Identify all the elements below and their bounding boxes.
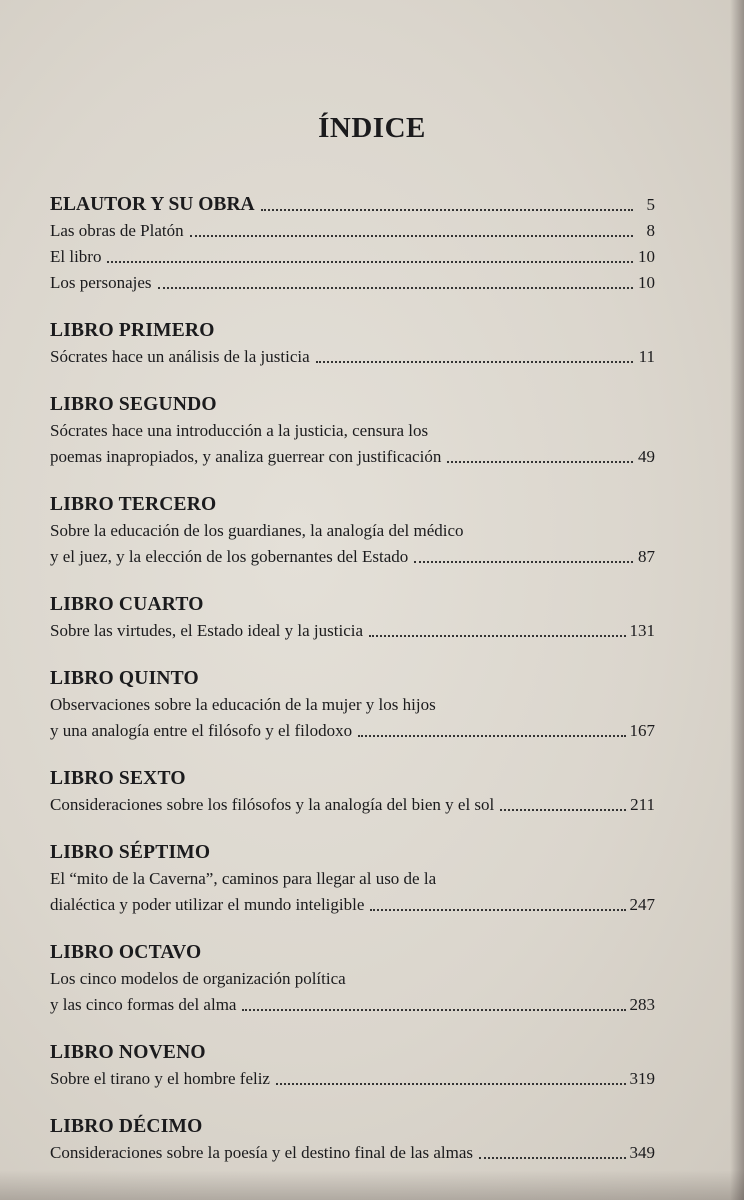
toc-entry-text: Sobre las virtudes, el Estado ideal y la justicia xyxy=(50,621,364,640)
toc-heading: LIBRO DÉCIMO xyxy=(50,1116,203,1137)
toc-heading: LIBRO SEXTO xyxy=(50,768,186,789)
toc-heading: LIBRO TERCERO xyxy=(50,494,217,515)
dot-leader xyxy=(479,1157,626,1159)
dot-leader xyxy=(369,635,625,637)
toc-entry-text: Los cinco modelos de organización política xyxy=(50,969,346,988)
toc-entry-text: y una analogía entre el filósofo y el filodoxo xyxy=(50,721,353,740)
toc-entry-text: Consideraciones sobre los filósofos y la analogía del bien y el sol xyxy=(50,795,495,814)
toc-entry-text: dialéctica y poder utilizar el mundo inteligible xyxy=(50,895,365,914)
toc-entry xyxy=(50,444,655,470)
toc-entry-text: Sócrates hace un análisis de la justicia xyxy=(50,347,310,366)
page-number: 5 xyxy=(646,195,655,214)
toc-section-libro-tercero xyxy=(50,492,655,570)
page-number: 10 xyxy=(638,273,655,292)
page-number: 131 xyxy=(629,621,655,640)
toc-heading: LIBRO PRIMERO xyxy=(50,320,215,341)
page-number: 349 xyxy=(629,1143,655,1162)
toc-entry xyxy=(50,1066,655,1092)
page-number: 167 xyxy=(629,721,655,740)
toc-heading: LIBRO CUARTO xyxy=(50,594,204,615)
page-number: 211 xyxy=(630,795,655,814)
toc-section-libro-segundo xyxy=(50,392,655,470)
dot-leader xyxy=(261,209,633,211)
toc-entry-text: y las cinco formas del alma xyxy=(50,995,237,1014)
toc-entry-text: El libro xyxy=(50,247,102,266)
toc-entry-text: Los personajes xyxy=(50,273,152,292)
toc-entry xyxy=(50,618,655,644)
dot-leader xyxy=(316,361,633,363)
page-edge-shadow xyxy=(730,0,744,1200)
dot-leader xyxy=(500,809,626,811)
toc-heading: ELAUTOR Y SU OBRA xyxy=(50,194,255,215)
dot-leader xyxy=(158,287,633,289)
toc-entry-text: poemas inapropiados, y analiza guerrear con justificación xyxy=(50,447,442,466)
page-number: 8 xyxy=(646,221,655,240)
toc-entry xyxy=(50,718,655,744)
toc-heading: LIBRO SÉPTIMO xyxy=(50,842,211,863)
toc-entry-text: Sócrates hace una introducción a la justicia, censura los xyxy=(50,421,429,440)
dot-leader xyxy=(190,235,633,237)
page-number: 283 xyxy=(629,995,655,1014)
dot-leader xyxy=(107,261,633,263)
dot-leader xyxy=(276,1083,626,1085)
dot-leader xyxy=(358,735,625,737)
toc-entry xyxy=(50,344,655,370)
page-title: ÍNDICE xyxy=(318,112,426,144)
toc-entry-text: Observaciones sobre la educación de la mujer y los hijos xyxy=(50,695,436,714)
toc-entry-text: Las obras de Platón xyxy=(50,221,184,240)
toc-section-libro-octavo xyxy=(50,940,655,1018)
table-of-contents xyxy=(50,192,655,1166)
toc-section-intro xyxy=(50,192,655,296)
dot-leader xyxy=(370,909,625,911)
toc-entry xyxy=(50,1140,655,1166)
page-number: 11 xyxy=(638,347,655,366)
page-number: 87 xyxy=(638,547,655,566)
page-number: 319 xyxy=(629,1069,655,1088)
toc-entry xyxy=(50,544,655,570)
page-number: 10 xyxy=(638,247,655,266)
toc-entry-text: y el juez, y la elección de los gobernantes del Estado xyxy=(50,547,409,566)
toc-section-libro-quinto xyxy=(50,666,655,744)
toc-section-libro-noveno xyxy=(50,1040,655,1092)
toc-entry-text: Sobre el tirano y el hombre feliz xyxy=(50,1069,270,1088)
toc-entry xyxy=(50,992,655,1018)
toc-section-libro-cuarto xyxy=(50,592,655,644)
toc-entry-text: El “mito de la Caverna”, caminos para llegar al uso de la xyxy=(50,869,437,888)
toc-section-libro-septimo xyxy=(50,840,655,918)
page-number: 49 xyxy=(638,447,655,466)
toc-section-libro-sexto xyxy=(50,766,655,818)
toc-entry xyxy=(50,192,655,218)
toc-entry xyxy=(50,218,655,244)
toc-entry-text: Sobre la educación de los guardianes, la analogía del médico xyxy=(50,521,464,540)
page-number: 247 xyxy=(629,895,655,914)
toc-entry xyxy=(50,244,655,270)
toc-heading: LIBRO OCTAVO xyxy=(50,942,202,963)
toc-heading: LIBRO SEGUNDO xyxy=(50,394,217,415)
dot-leader xyxy=(414,561,633,563)
page-bottom-shadow xyxy=(0,1170,744,1200)
toc-entry-text: Consideraciones sobre la poesía y el destino final de las almas xyxy=(50,1143,473,1162)
dot-leader xyxy=(447,461,633,463)
toc-entry xyxy=(50,270,655,296)
toc-section-libro-decimo xyxy=(50,1114,655,1166)
toc-heading: LIBRO NOVENO xyxy=(50,1042,206,1063)
toc-entry xyxy=(50,792,655,818)
dot-leader xyxy=(242,1009,625,1011)
toc-section-libro-primero xyxy=(50,318,655,370)
toc-entry xyxy=(50,892,655,918)
toc-heading: LIBRO QUINTO xyxy=(50,668,199,689)
